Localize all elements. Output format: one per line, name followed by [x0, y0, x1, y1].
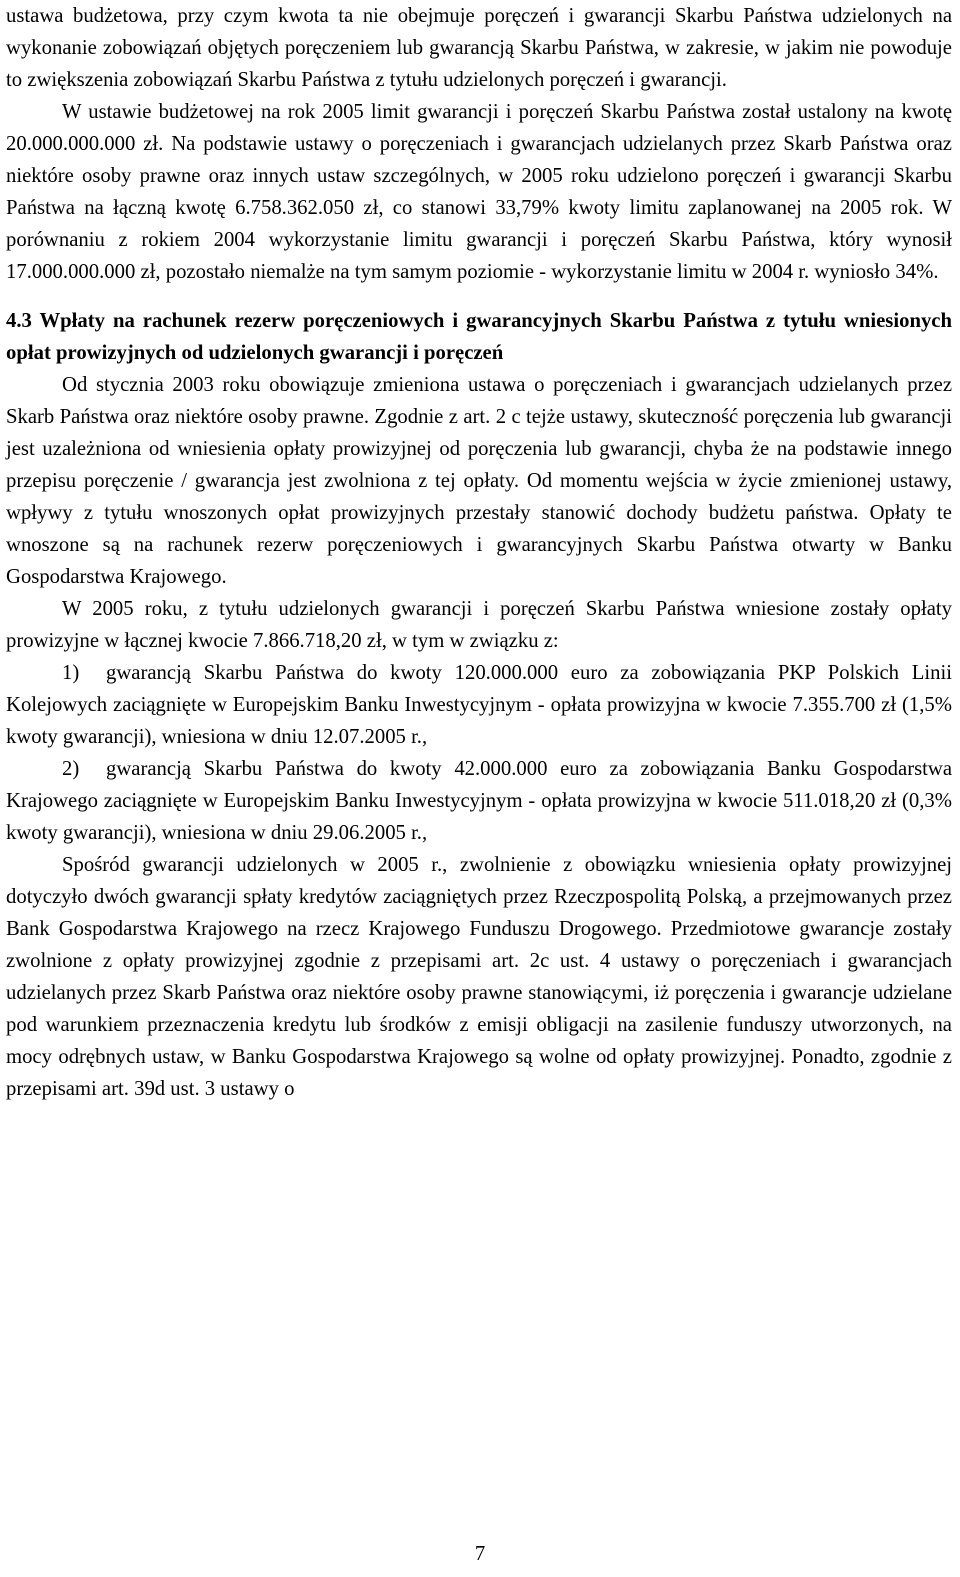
- paragraph-limit-2005: W ustawie budżetowej na rok 2005 limit gwarancji i poręczeń Skarbu Państwa został ustalony na kwotę 20.000.000.000 zł. Na podstawie ustawy o poręczeniach i gwarancjach udzielanych przez Skarb Państwa oraz niektóre osoby prawne oraz innych ustaw szczególnych, w 2005 roku udzielono poręczeń i gwarancji Skarbu Państwa na łączną kwotę 6.758.362.050 zł, co stanowi 33,79% kwoty limitu zaplanowanej na 2005 rok. W porównaniu z rokiem 2004 wykorzystanie limitu gwarancji i poręczeń Skarbu Państwa, który wynosił 17.000.000.000 zł, pozostało niemalże na tym samym poziomie - wykorzystanie limitu w 2004 r. wyniosło 34%.: [6, 101, 952, 283]
- paragraph-fees-2005: W 2005 roku, z tytułu udzielonych gwarancji i poręczeń Skarbu Państwa wniesione zostały opłaty prowizyjne w łącznej kwocie 7.866.718,20 zł, w tym w związku z:: [6, 598, 952, 652]
- list-item: [6, 753, 952, 849]
- list-item-text: gwarancją Skarbu Państwa do kwoty 42.000.000 euro za zobowiązania Banku Gospodarstwa Krajowego zaciągnięte w Europejskim Banku Inwestycyjnym - opłata prowizyjna w kwocie 511.018,20 zł (0,3% kwoty gwarancji), wniesiona w dniu 29.06.2005 r.,: [6, 758, 952, 844]
- paragraph-amended-act: Od stycznia 2003 roku obowiązuje zmieniona ustawa o poręczeniach i gwarancjach udzielanych przez Skarb Państwa oraz niektóre osoby prawne. Zgodnie z art. 2 c tejże ustawy, skuteczność poręczenia lub gwarancji jest uzależniona od wniesienia opłaty prowizyjnej od poręczenia lub gwarancji, chyba że na podstawie innego przepisu poręczenie / gwarancja jest zwolniona z tej opłaty. Od momentu wejścia w życie zmienionej ustawy, wpływy z tytułu wnoszonych opłat prowizyjnych przestały stanowić dochody budżetu państwa. Opłaty te wnoszone są na rachunek rezerw poręczeniowych i gwarancyjnych Skarbu Państwa otwarty w Banku Gospodarstwa Krajowego.: [6, 374, 952, 588]
- list-item-number: 1): [62, 662, 80, 684]
- list-item: [6, 657, 952, 753]
- paragraph-continuation: ustawa budżetowa, przy czym kwota ta nie obejmuje poręczeń i gwarancji Skarbu Państwa udzielonych na wykonanie zobowiązań objętych poręczeniem lub gwarancją Skarbu Państwa, w zakresie, w jakim nie powoduje to zwiększenia zobowiązań Skarbu Państwa z tytułu udzielonych poręczeń i gwarancji.: [6, 5, 952, 91]
- section-heading: 4.3 Wpłaty na rachunek rezerw poręczeniowych i gwarancyjnych Skarbu Państwa z tytułu wniesionych opłat prowizyjnych od udzielonych gwarancji i poręczeń: [6, 310, 952, 364]
- document-page: [6, 0, 952, 1105]
- page-number: 7: [474, 1543, 486, 1565]
- paragraph-exemptions: Spośród gwarancji udzielonych w 2005 r., zwolnienie z obowiązku wniesienia opłaty prowizyjnej dotyczyło dwóch gwarancji spłaty kredytów zaciągniętych przez Rzeczpospolitą Polską, a przejmowanych przez Bank Gospodarstwa Krajowego na rzecz Krajowego Funduszu Drogowego. Przedmiotowe gwarancje zostały zwolnione z opłaty prowizyjnej zgodnie z przepisami art. 2c ust. 4 ustawy o poręczeniach i gwarancjach udzielanych przez Skarb Państwa oraz niektóre osoby prawne stanowiącymi, iż poręczenia i gwarancje udzielane pod warunkiem przeznaczenia kredytu lub środków z emisji obligacji na zasilenie funduszy utworzonych, na mocy odrębnych ustaw, w Banku Gospodarstwa Krajowego są wolne od opłaty prowizyjnej. Ponadto, zgodnie z przepisami art. 39d ust. 3 ustawy o: [6, 854, 952, 1100]
- list-item-text: gwarancją Skarbu Państwa do kwoty 120.000.000 euro za zobowiązania PKP Polskich Linii Kolejowych zaciągnięte w Europejskim Banku Inwestycyjnym - opłata prowizyjna w kwocie 7.355.700 zł (1,5% kwoty gwarancji), wniesiona w dniu 12.07.2005 r.,: [6, 662, 952, 748]
- list-item-number: 2): [62, 758, 80, 780]
